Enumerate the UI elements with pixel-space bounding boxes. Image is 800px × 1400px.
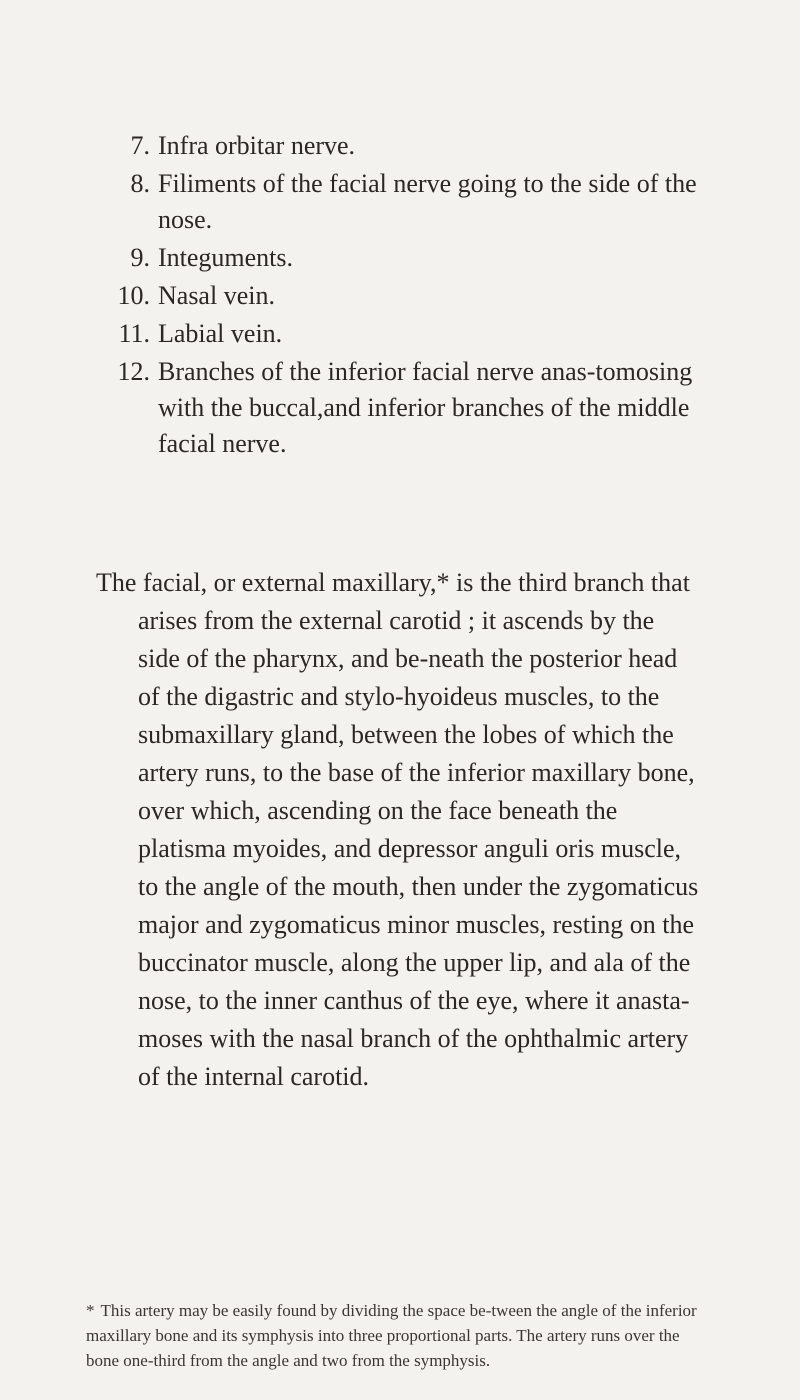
list-item — [0, 166, 800, 238]
list-item — [0, 278, 800, 314]
list-item — [0, 354, 800, 462]
list-item — [0, 240, 800, 276]
list-item-number: 10. — [117, 281, 150, 310]
footnote-text: This artery may be easily found by dividing the space be-tween the angle of the inferior maxillary bone and its symphysis into three proportional parts. The artery runs over the bone one-third from the angle and two from the symphysis. — [86, 1301, 697, 1370]
list-item-text: Branches of the inferior facial nerve anas-tomosing with the buccal,and inferior branches of the middle facial nerve. — [158, 357, 693, 458]
body-paragraph: The facial, or external maxillary,* is the third branch that arises from the external carotid ; it ascends by the side of the pharynx, and be-neath the posterior head of the digastric and stylo-hyoideus muscles, to the submaxillary gland, between the lobes of which the artery runs, to the base of the inferior maxillary bone, over which, ascending on the face beneath the platisma myoides, and depressor anguli oris muscle, to the angle of the mouth, then under the zygomaticus major and zygomaticus minor muscles, resting on the buccinator muscle, along the upper lip, and ala of the nose, to the inner canthus of the eye, where it anasta-moses with the nasal branch of the ophthalmic artery of the internal carotid. — [96, 568, 699, 1091]
footnote-marker: * — [86, 1301, 95, 1320]
list-item-number: 9. — [130, 243, 150, 272]
numbered-list — [0, 128, 800, 464]
list-item-text: Labial vein. — [158, 319, 283, 348]
footnote — [86, 1298, 710, 1373]
list-item — [0, 316, 800, 352]
list-item-number: 8. — [130, 169, 150, 198]
list-item-text: Infra orbitar nerve. — [158, 131, 356, 160]
list-item-number: 7. — [130, 131, 150, 160]
list-item-number: 11. — [118, 319, 150, 348]
list-item-text: Nasal vein. — [158, 281, 275, 310]
list-item-number: 12. — [117, 357, 150, 386]
list-item-text: Integuments. — [158, 243, 294, 272]
list-item-text: Filiments of the facial nerve going to the side of the nose. — [158, 169, 697, 234]
list-item — [0, 128, 800, 164]
